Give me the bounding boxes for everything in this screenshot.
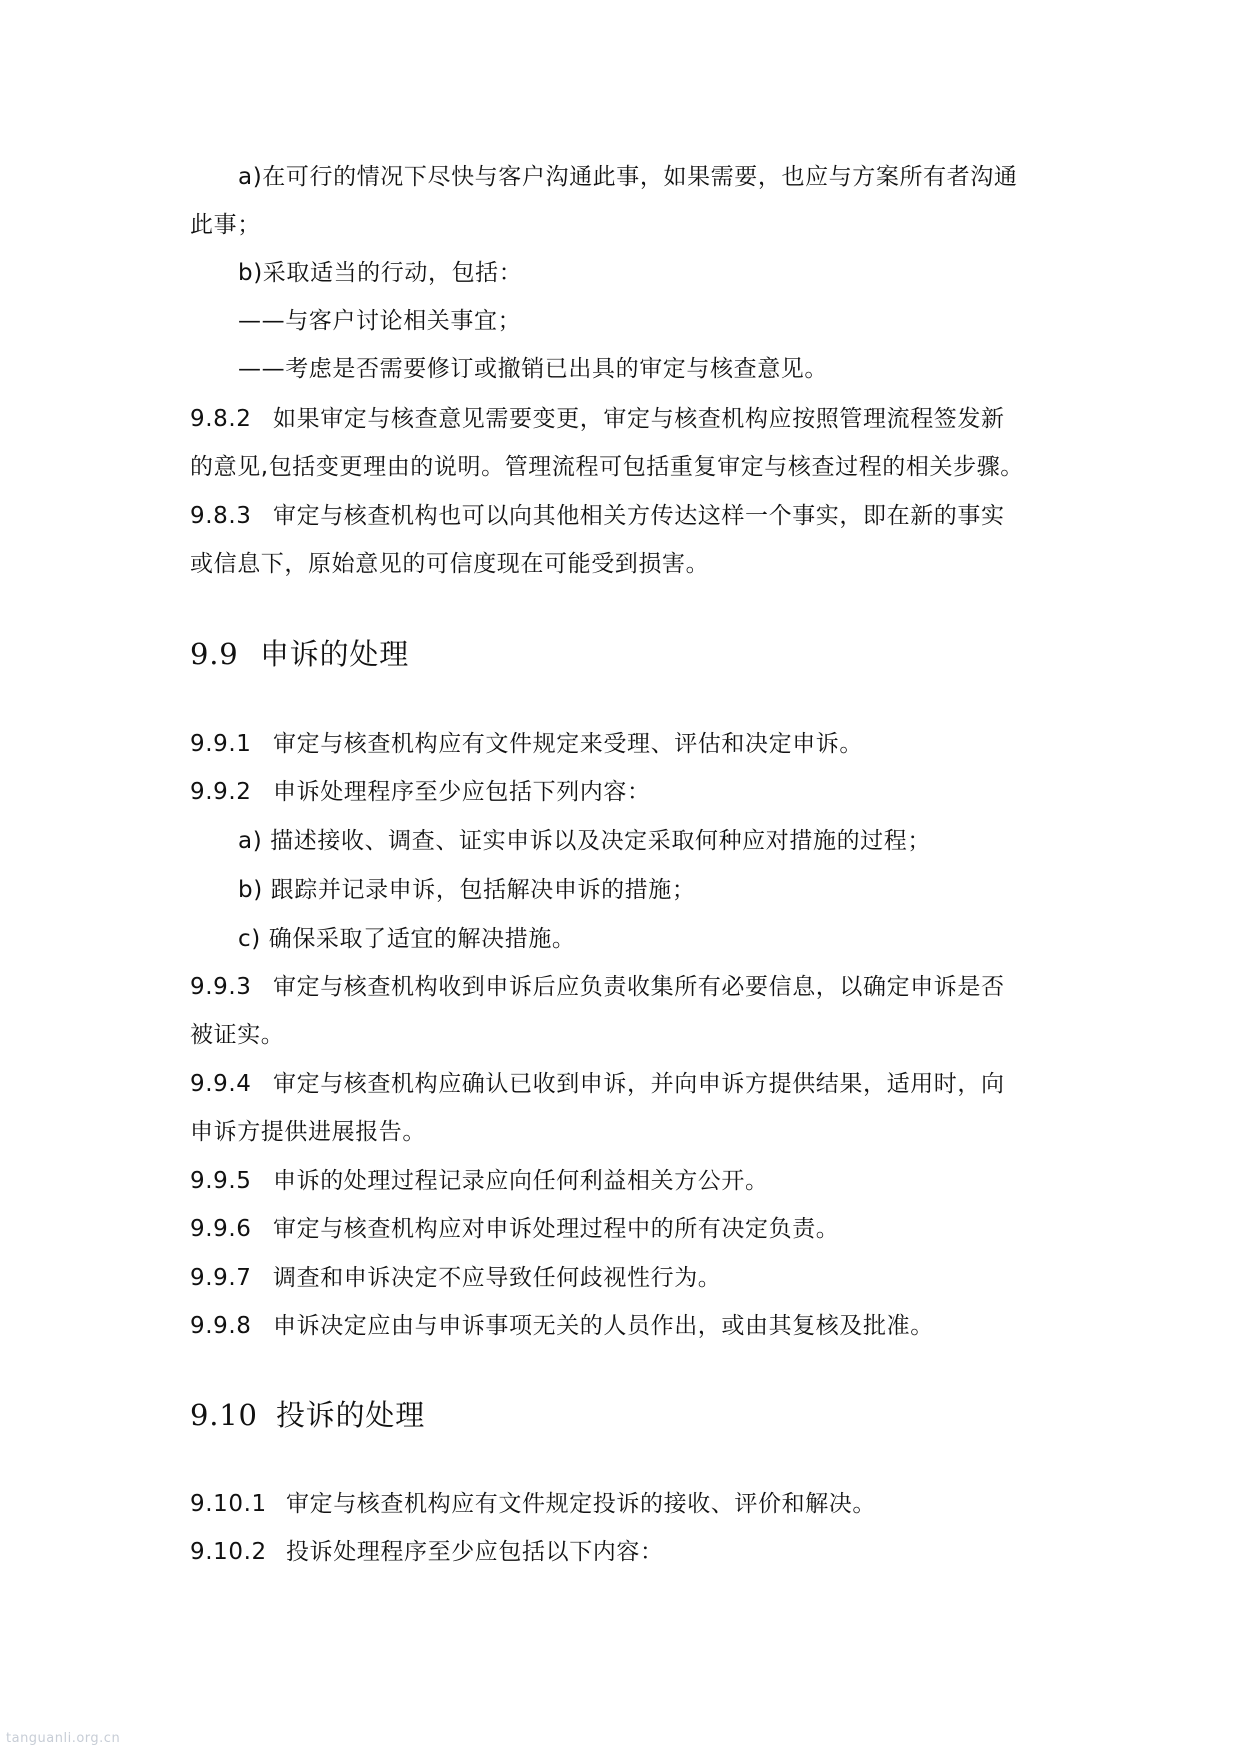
- clause-text: 审定与核查机构也可以向其他相关方传达这样一个事实，即在新的事实: [273, 503, 1005, 529]
- list-item-b: b) 跟踪并记录申诉，包括解决申诉的措施；: [238, 877, 696, 903]
- clause-9-9-6: [190, 1214, 839, 1244]
- clause-number: 9.8.2: [190, 406, 252, 432]
- clause-9-10-2: [190, 1537, 664, 1567]
- clause-text: 审定与核查机构应有文件规定来受理、评估和决定申诉。: [273, 731, 863, 757]
- clause-9-9-2: [190, 777, 651, 807]
- clause-9-9-1: [190, 729, 863, 759]
- clause-9-9-4-line2: 申诉方提供进展报告。: [190, 1119, 426, 1145]
- watermark-text: tanguanli.org.cn: [6, 1731, 121, 1746]
- clause-9-9-3: [190, 972, 1005, 1002]
- clause-number: 9.10.2: [190, 1539, 267, 1565]
- clause-number: 9.9.6: [190, 1216, 252, 1242]
- clause-9-9-8: [190, 1311, 934, 1341]
- section-number: 9.9: [190, 637, 239, 671]
- clause-9-8-2-line2: 的意见,包括变更理由的说明。管理流程可包括重复审定与核查过程的相关步骤。: [190, 454, 1024, 480]
- dash-item-2: ——考虑是否需要修订或撤销已出具的审定与核查意见。: [238, 356, 828, 382]
- clause-number: 9.8.3: [190, 503, 252, 529]
- clause-text: 审定与核查机构应确认已收到申诉，并向申诉方提供结果，适用时，向: [273, 1071, 1005, 1097]
- clause-9-9-3-line2: 被证实。: [190, 1022, 285, 1048]
- clause-9-10-1: [190, 1489, 876, 1519]
- clause-text: 审定与核查机构收到申诉后应负责收集所有必要信息，以确定申诉是否: [273, 974, 1005, 1000]
- clause-number: 9.9.1: [190, 731, 252, 757]
- clause-text: 如果审定与核查意见需要变更，审定与核查机构应按照管理流程签发新: [273, 406, 1005, 432]
- section-title: 投诉的处理: [276, 1398, 426, 1432]
- clause-number: 9.9.4: [190, 1071, 252, 1097]
- clause-number: 9.9.7: [190, 1265, 252, 1291]
- clause-text: 审定与核查机构应对申诉处理过程中的所有决定负责。: [273, 1216, 840, 1242]
- clause-number: 9.9.8: [190, 1313, 252, 1339]
- clause-number: 9.9.2: [190, 779, 252, 805]
- clause-text: 审定与核查机构应有文件规定投诉的接收、评价和解决。: [286, 1491, 876, 1517]
- clause-9-8-3: [190, 501, 1005, 531]
- list-item-a: a) 描述接收、调查、证实申诉以及决定采取何种应对措施的过程；: [238, 828, 931, 854]
- clause-9-9-4: [190, 1069, 1005, 1099]
- clause-9-8-3-line2: 或信息下，原始意见的可信度现在可能受到损害。: [190, 551, 710, 577]
- clause-9-9-7: [190, 1263, 721, 1293]
- clause-9-9-5: [190, 1166, 769, 1196]
- item-b: b)采取适当的行动，包括：: [238, 260, 523, 286]
- dash-item-1: ——与客户讨论相关事宜；: [238, 308, 522, 334]
- section-title: 申诉的处理: [260, 637, 410, 671]
- clause-text: 调查和申诉决定不应导致任何歧视性行为。: [273, 1265, 722, 1291]
- clause-number: 9.10.1: [190, 1491, 267, 1517]
- clause-9-8-2: [190, 404, 1005, 434]
- item-a-line2: 此事；: [190, 212, 261, 238]
- item-a-line1: a)在可行的情况下尽快与客户沟通此事，如果需要，也应与方案所有者沟通: [238, 164, 1018, 190]
- clause-text: 申诉决定应由与申诉事项无关的人员作出，或由其复核及批准。: [273, 1313, 934, 1339]
- clause-text: 申诉的处理过程记录应向任何利益相关方公开。: [273, 1168, 769, 1194]
- section-heading-9-10: [190, 1397, 425, 1433]
- clause-number: 9.9.5: [190, 1168, 252, 1194]
- clause-number: 9.9.3: [190, 974, 252, 1000]
- section-heading-9-9: [190, 636, 409, 672]
- clause-text: 申诉处理程序至少应包括下列内容：: [273, 779, 651, 805]
- section-number: 9.10: [190, 1398, 258, 1432]
- list-item-c: c) 确保采取了适宜的解决措施。: [238, 926, 576, 952]
- clause-text: 投诉处理程序至少应包括以下内容：: [286, 1539, 664, 1565]
